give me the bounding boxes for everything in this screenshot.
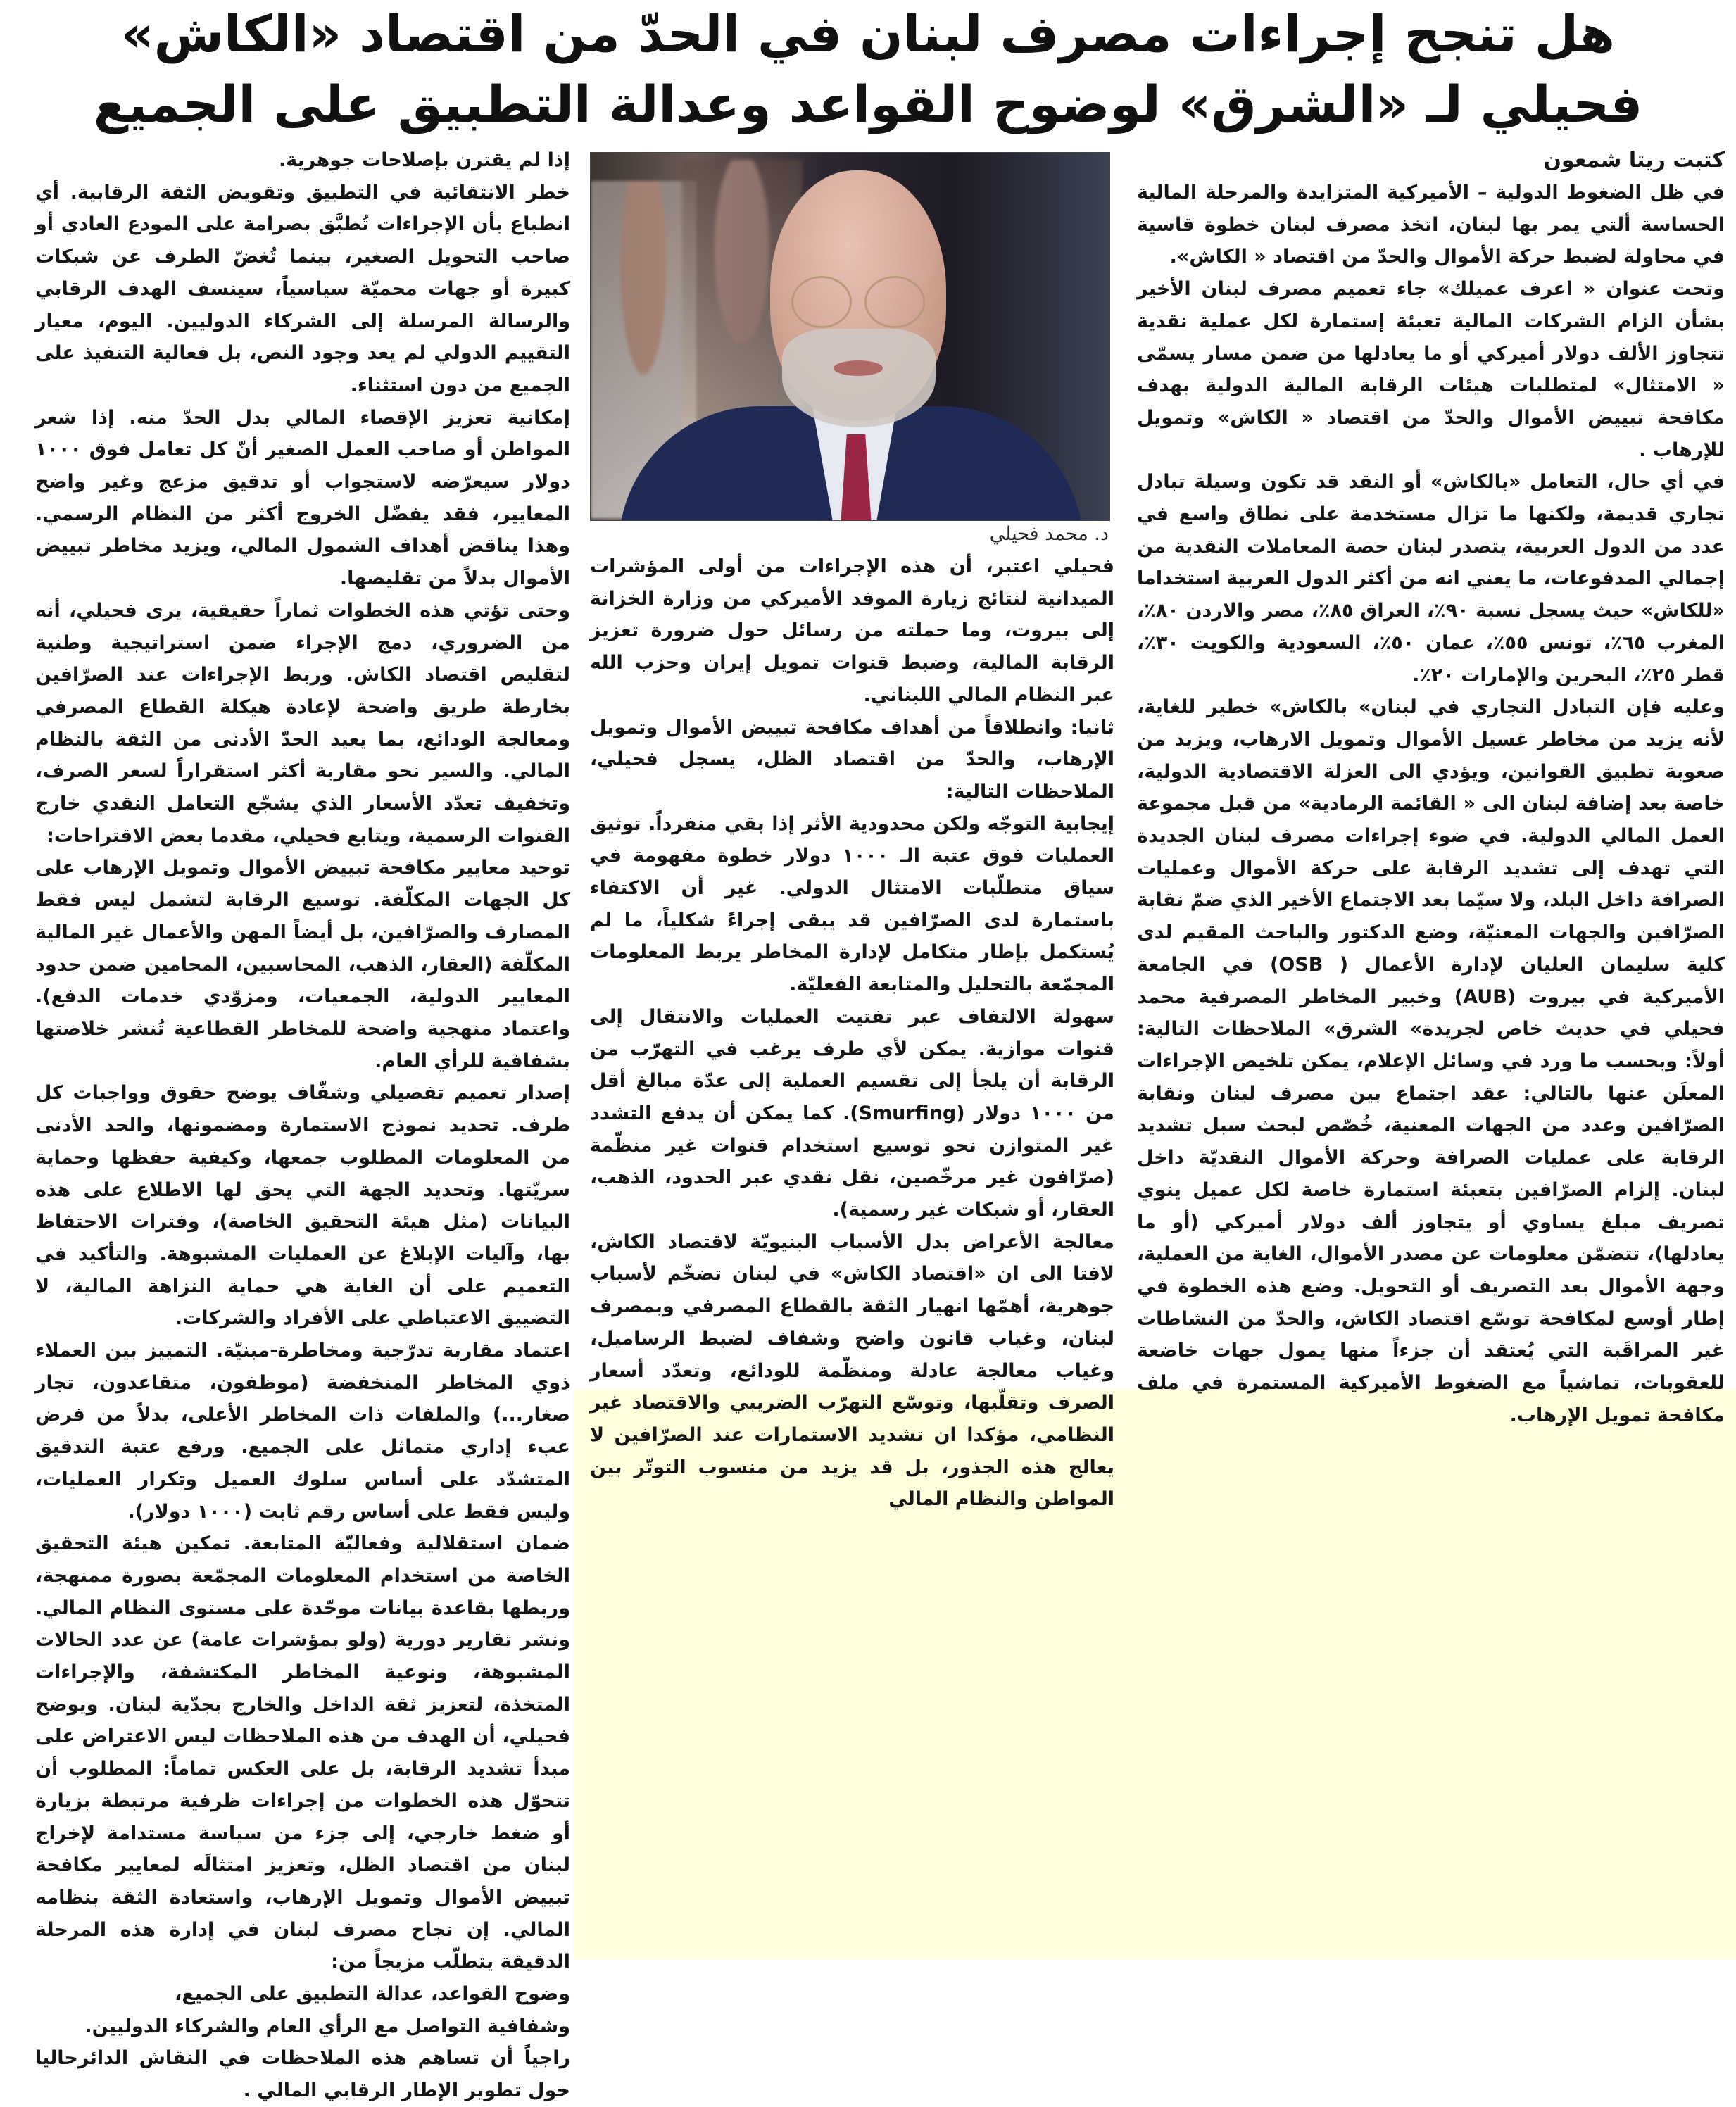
paragraph: سهولة الالتفاف عبر تفتيت العمليات والانتقال إلى قنوات موازية. يمكن لأي طرف يرغب في التهرّب من الرقابة أن يلجأ إلى تقسيم العملية إلى عدّة مبالغ أقل من ١٠٠٠ دولار (Smurfing). كما يمكن أن يدفع التشدد غير المتوازن نحو توسيع استخدام قنوات غير منظّمة (صرّافون غير مرخّصين، نقل نقدي عبر الحدود، الذهب، العقار، أو شبكات غير رسمية).	[590, 1005, 1114, 1221]
paragraph: راجياً أن تساهم هذه الملاحظات في النقاش الدائرحاليا حول تطوير الإطار الرقابي المالي .	[35, 2047, 570, 2102]
article-column-left	[35, 144, 570, 2107]
paragraph: وتحت عنوان « اعرف عميلك» جاء تعميم مصرف لبنان الأخير بشأن الزام الشركات المالية تعبئة إستمارة لكل عملية نقدية تتجاوز الألف دولار أميركي أو ما يعادلها من ضمن مسار يسمّى « الامتثال» لمتطلبات هيئات الرقابة المالية الدولية بهدف مكافحة تبييض الأموال والحدّ من اقتصاد « الكاش» وتمويل للإرهاب .	[1137, 278, 1725, 461]
paragraph: في أي حال، التعامل «بالكاش» أو النقد قد تكون وسيلة تبادل تجاري قديمة، ولكنها ما تزال مستخدمة على نطاق واسع في عدد من الدول العربية، يتصدر لبنان حصة المعاملات النقدية من إجمالي المدفوعات، ما يعني انه من أكثر الدول العربية استخداما «للكاش» حيث يسجل نسبة ٩٠٪، العراق ٨٥٪، مصر والاردن ٨٠٪، المغرب ٦٥٪، تونس ٥٥٪، عمان ٥٠٪، السعودية والكويت ٣٠٪، قطر ٢٥٪، البحرين والإمارات ٢٠٪.	[1137, 471, 1725, 686]
article-column-middle	[590, 551, 1114, 1516]
paragraph: وحتى تؤتي هذه الخطوات ثماراً حقيقية، يرى فحيلي، أنه من الضروري، دمج الإجراء ضمن استراتيجية وطنية لتقليص اقتصاد الكاش. وربط الإجراءات عند الصرّافين بخارطة طريق واضحة لإعادة هيكلة القطاع المصرفي ومعالجة الودائع، بما يعيد الحدّ الأدنى من الثقة بالنظام المالي. والسير نحو مقاربة أكثر استقراراً لسعر الصرف، وتخفيف تعدّد الأسعار الذي يشجّع التعامل النقدي خارج القنوات الرسمية، ويتابع فحيلي، مقدما بعض الاقتراحات:	[35, 599, 570, 847]
headline-line-2: فحيلي لـ «الشرق» لوضوح القواعد وعدالة التطبيق على الجميع	[93, 75, 1643, 134]
paragraph: إيجابية التوجّه ولكن محدودية الأثر إذا بقي منفرداً. توثيق العمليات فوق عتبة الـ ١٠٠٠ دولار خطوة مفهومة في سياق متطلّبات الامتثال الدولي. غير أن الاكتفاء باستمارة لدى الصرّافين قد يبقى إجراءً شكلياً، ما لم يُستكمل بإطار متكامل لإدارة المخاطر يربط المعلومات المجمّعة بالتحليل والمتابعة الفعليّة.	[590, 812, 1114, 996]
paragraph: وعليه فإن التبادل التجاري في لبنان» بالكاش» خطير للغاية، لأنه يزيد من مخاطر غسيل الأموال وتمويل الارهاب، ويزيد من صعوبة تطبيق القوانين، ويؤدي الى العزلة الاقتصادية الدولية، خاصة بعد إضافة لبنان الى « القائمة الرمادية» من قبل مجموعة العمل المالي الدولية. في ضوء إجراءات مصرف لبنان الجديدة التي تهدف إلى تشديد الرقابة على حركة الأموال وعمليات الصرافة داخل البلد، ولا سيّما بعد الاجتماع الأخير الذي ضمّ نقابة الصرّافين والجهات المعنيّة، وضع الدكتور والباحث المقيم لدى كلية سليمان العليان لإدارة الأعمال ( OSB) في الجامعة الأميركية في بيروت (AUB) وخبير المخاطر المصرفية محمد فحيلي في حديث خاص لجريدة» الشرق» الملاحظات التالية: أولاً: وبحسب ما ورد في وسائل الإعلام، يمكن تلخيص الإجراءات المعلَن عنها بالتالي: عقد اجتماع بين مصرف لبنان ونقابة الصرّافين وعدد من الجهات المعنية، خُصّص لبحث سبل تشديد الرقابة على عمليات الصرافة وحركة الأموال النقديّة داخل لبنان. إلزام الصرّافين بتعبئة استمارة خاصة لكل عميل ينوي تصريف مبلغ يساوي أو يتجاوز ألف دولار أميركي (أو ما يعادلها)، تتضمّن معلومات عن مصدر الأموال، الغاية من العملية، وجهة الأموال بعد التصريف أو التحويل. وضع هذه الخطوة في إطار أوسع لمكافحة توسّع اقتصاد الكاش، والحدّ من النشاطات غير المراقَبة التي يُعتقد أن جزءاً منها يمول جهات خاضعة للعقوبات، تماشياً مع الضغوط الأميركية المستمرة في ملف مكافحة تمويل الإرهاب.	[1137, 696, 1725, 1426]
article-column-right	[1137, 144, 1725, 1431]
paragraph: وضوح القواعد، عدالة التطبيق على الجميع،	[175, 1983, 570, 2006]
portrait-photo	[590, 152, 1110, 521]
photo-caption: د. محمد فحيلي	[989, 523, 1109, 545]
paragraph: وشفافية التواصل مع الرأي العام والشركاء الدوليين.	[84, 2015, 570, 2037]
paragraph: في ظل الضغوط الدولية – الأميركية المتزايدة والمرحلة المالية الحساسة ألتي يمر بها لبنان، اتخذ مصرف لبنان خطوة قاسية في محاولة لضبط حركة الأموال والحدّ من اقتصاد « الكاش».	[1137, 182, 1725, 268]
paragraph: توحيد معايير مكافحة تبييض الأموال وتمويل الإرهاب على كل الجهات المكلّفة. توسيع الرقابة لتشمل ليس فقط المصارف والصرّافين، بل أيضاً المهن والأعمال غير المالية المكلّفة (العقار، الذهب، المحاسبين، المحامين ضمن حدود المعايير الدولية، الجمعيات، ومزوّدي خدمات الدفع). واعتماد منهجية واضحة للمخاطر القطاعية تُنشر خلاصتها بشفافية للرأي العام.	[35, 857, 570, 1072]
photo-beard	[782, 329, 936, 427]
byline: كتبت ريتا شمعون	[1543, 148, 1725, 172]
paragraph: ضمان استقلالية وفعاليّة المتابعة. تمكين هيئة التحقيق الخاصة من استخدام المعلومات المجمّعة بصورة ممنهجة، وربطها بقاعدة بيانات موحّدة على مستوى النظام المالي. ونشر تقارير دورية (ولو بمؤشرات عامة) عن عدد الحالات المشبوهة، ونوعية المخاطر المكتشفة، والإجراءات المتخذة، لتعزيز ثقة الداخل والخارج بجدّية لبنان. ويوضح فحيلي، أن الهدف من هذه الملاحظات ليس الاعتراض على مبدأ تشديد الرقابة، بل على العكس تماماً: المطلوب أن تتحوّل هذه الخطوات من إجراءات ظرفية مرتبطة بزيارة أو ضغط خارجي، إلى جزء من سياسة مستدامة لإخراج لبنان من اقتصاد الظل، وتعزيز امتثالَه لمعايير مكافحة تبييض الأموال وتمويل الإرهاب، واستعادة الثقة بنظامه المالي. إن نجاح مصرف لبنان في إدارة هذه المرحلة الدقيقة يتطلّب مزيجاً من:	[35, 1533, 570, 1973]
paragraph: اعتماد مقاربة تدرّجية ومخاطرة-مبنيّة. التمييز بين العملاء ذوي المخاطر المنخفضة (موظفون، متقاعدون، تجار صغار...) والملفات ذات المخاطر الأعلى، بدلاً من فرض عبء إداري متماثل على الجميع. ورفع عتبة التدقيق المتشدّد على أساس سلوك العميل وتكرار العمليات، وليس فقط على أساس رقم ثابت (١٠٠٠ دولار).	[35, 1340, 570, 1523]
paragraph: ثانيا: وانطلاقاً من أهداف مكافحة تبييض الأموال وتمويل الإرهاب، والحدّ من اقتصاد الظل، يسجل فحيلي، الملاحظات التالية:	[590, 716, 1114, 803]
photo-mouth	[834, 360, 883, 376]
paragraph: معالجة الأعراض بدل الأسباب البنيويّة لاقتصاد الكاش، لافتا الى ان «اقتصاد الكاش» في لبنان تضخّم لأسباب جوهرية، أهمّها انهيار الثقة بالقطاع المصرفي وبمصرف لبنان، وغياب قانون واضح وشفاف لضبط الرساميل، وغياب معالجة عادلة ومنظّمة للودائع، وتعدّد أسعار الصرف وتقلّبها، وتوسّع التهرّب الضريبي والاقتصاد غير النظامي، مؤكدا ان تشديد الاستمارات عند الصرّافين لا يعالج هذه الجذور، بل قد يزيد من منسوب التوتّر بين المواطن والنظام المالي	[590, 1231, 1114, 1511]
paragraph: فحيلي اعتبر، أن هذه الإجراءات من أولى المؤشرات الميدانية لنتائج زيارة الموفد الأميركي من وزارة الخزانة إلى بيروت، وما حملته من رسائل حول ضرورة تعزيز الرقابة المالية، وضبط قنوات تمويل إيران وحزب الله عبر النظام المالي اللبناني.	[590, 555, 1114, 706]
headline-line-1: هل تنجح إجراءات مصرف لبنان في الحدّ من اقتصاد «الكاش»	[121, 4, 1615, 63]
paragraph: خطر الانتقائية في التطبيق وتقويض الثقة الرقابية. أي انطباع بأن الإجراءات تُطبَّق بصرامة على المودع العادي أو صاحب التحويل الصغير، بينما تُغضّ الطرف عن شبكات كبيرة أو جهات محميّة سياسياً، سينسف الهدف الرقابي والرسالة المرسلة إلى الشركاء الدوليين. اليوم، معيار التقييم الدولي لم يعد وجود النص، بل فعالية التنفيذ على الجميع من دون استثناء.	[35, 181, 570, 396]
paragraph: إذا لم يقترن بإصلاحات جوهرية.	[279, 149, 570, 171]
paragraph: إصدار تعميم تفصيلي وشفّاف يوضح حقوق وواجبات كل طرف. تحديد نموذج الاستمارة ومضمونها، والحد الأدنى من المعلومات المطلوب جمعها، وكيفية حفظها وحماية سريّتها. وتحديد الجهة التي يحق لها الاطلاع على هذه البيانات (مثل هيئة التحقيق الخاصة)، وفترات الاحتفاظ بها، وآليات الإبلاغ عن العمليات المشبوهة. والتأكيد في التعميم على أن الغاية هي حماية النزاهة المالية، لا التضييق الاعتباطي على الأفراد والشركات.	[35, 1082, 570, 1330]
paragraph: إمكانية تعزيز الإقصاء المالي بدل الحدّ منه. إذا شعر المواطن أو صاحب العمل الصغير أنّ كل تعامل فوق ١٠٠٠ دولار سيعرّضه لاستجواب أو تدقيق مزعج وغير واضح المعايير، فقد يفضّل الخروج أكثر من النظام الرسمي. وهذا يناقض أهداف الشمول المالي، ويزيد مخاطر تبييض الأموال بدلاً من تقليصها.	[35, 406, 570, 590]
photo-glasses	[791, 276, 925, 325]
